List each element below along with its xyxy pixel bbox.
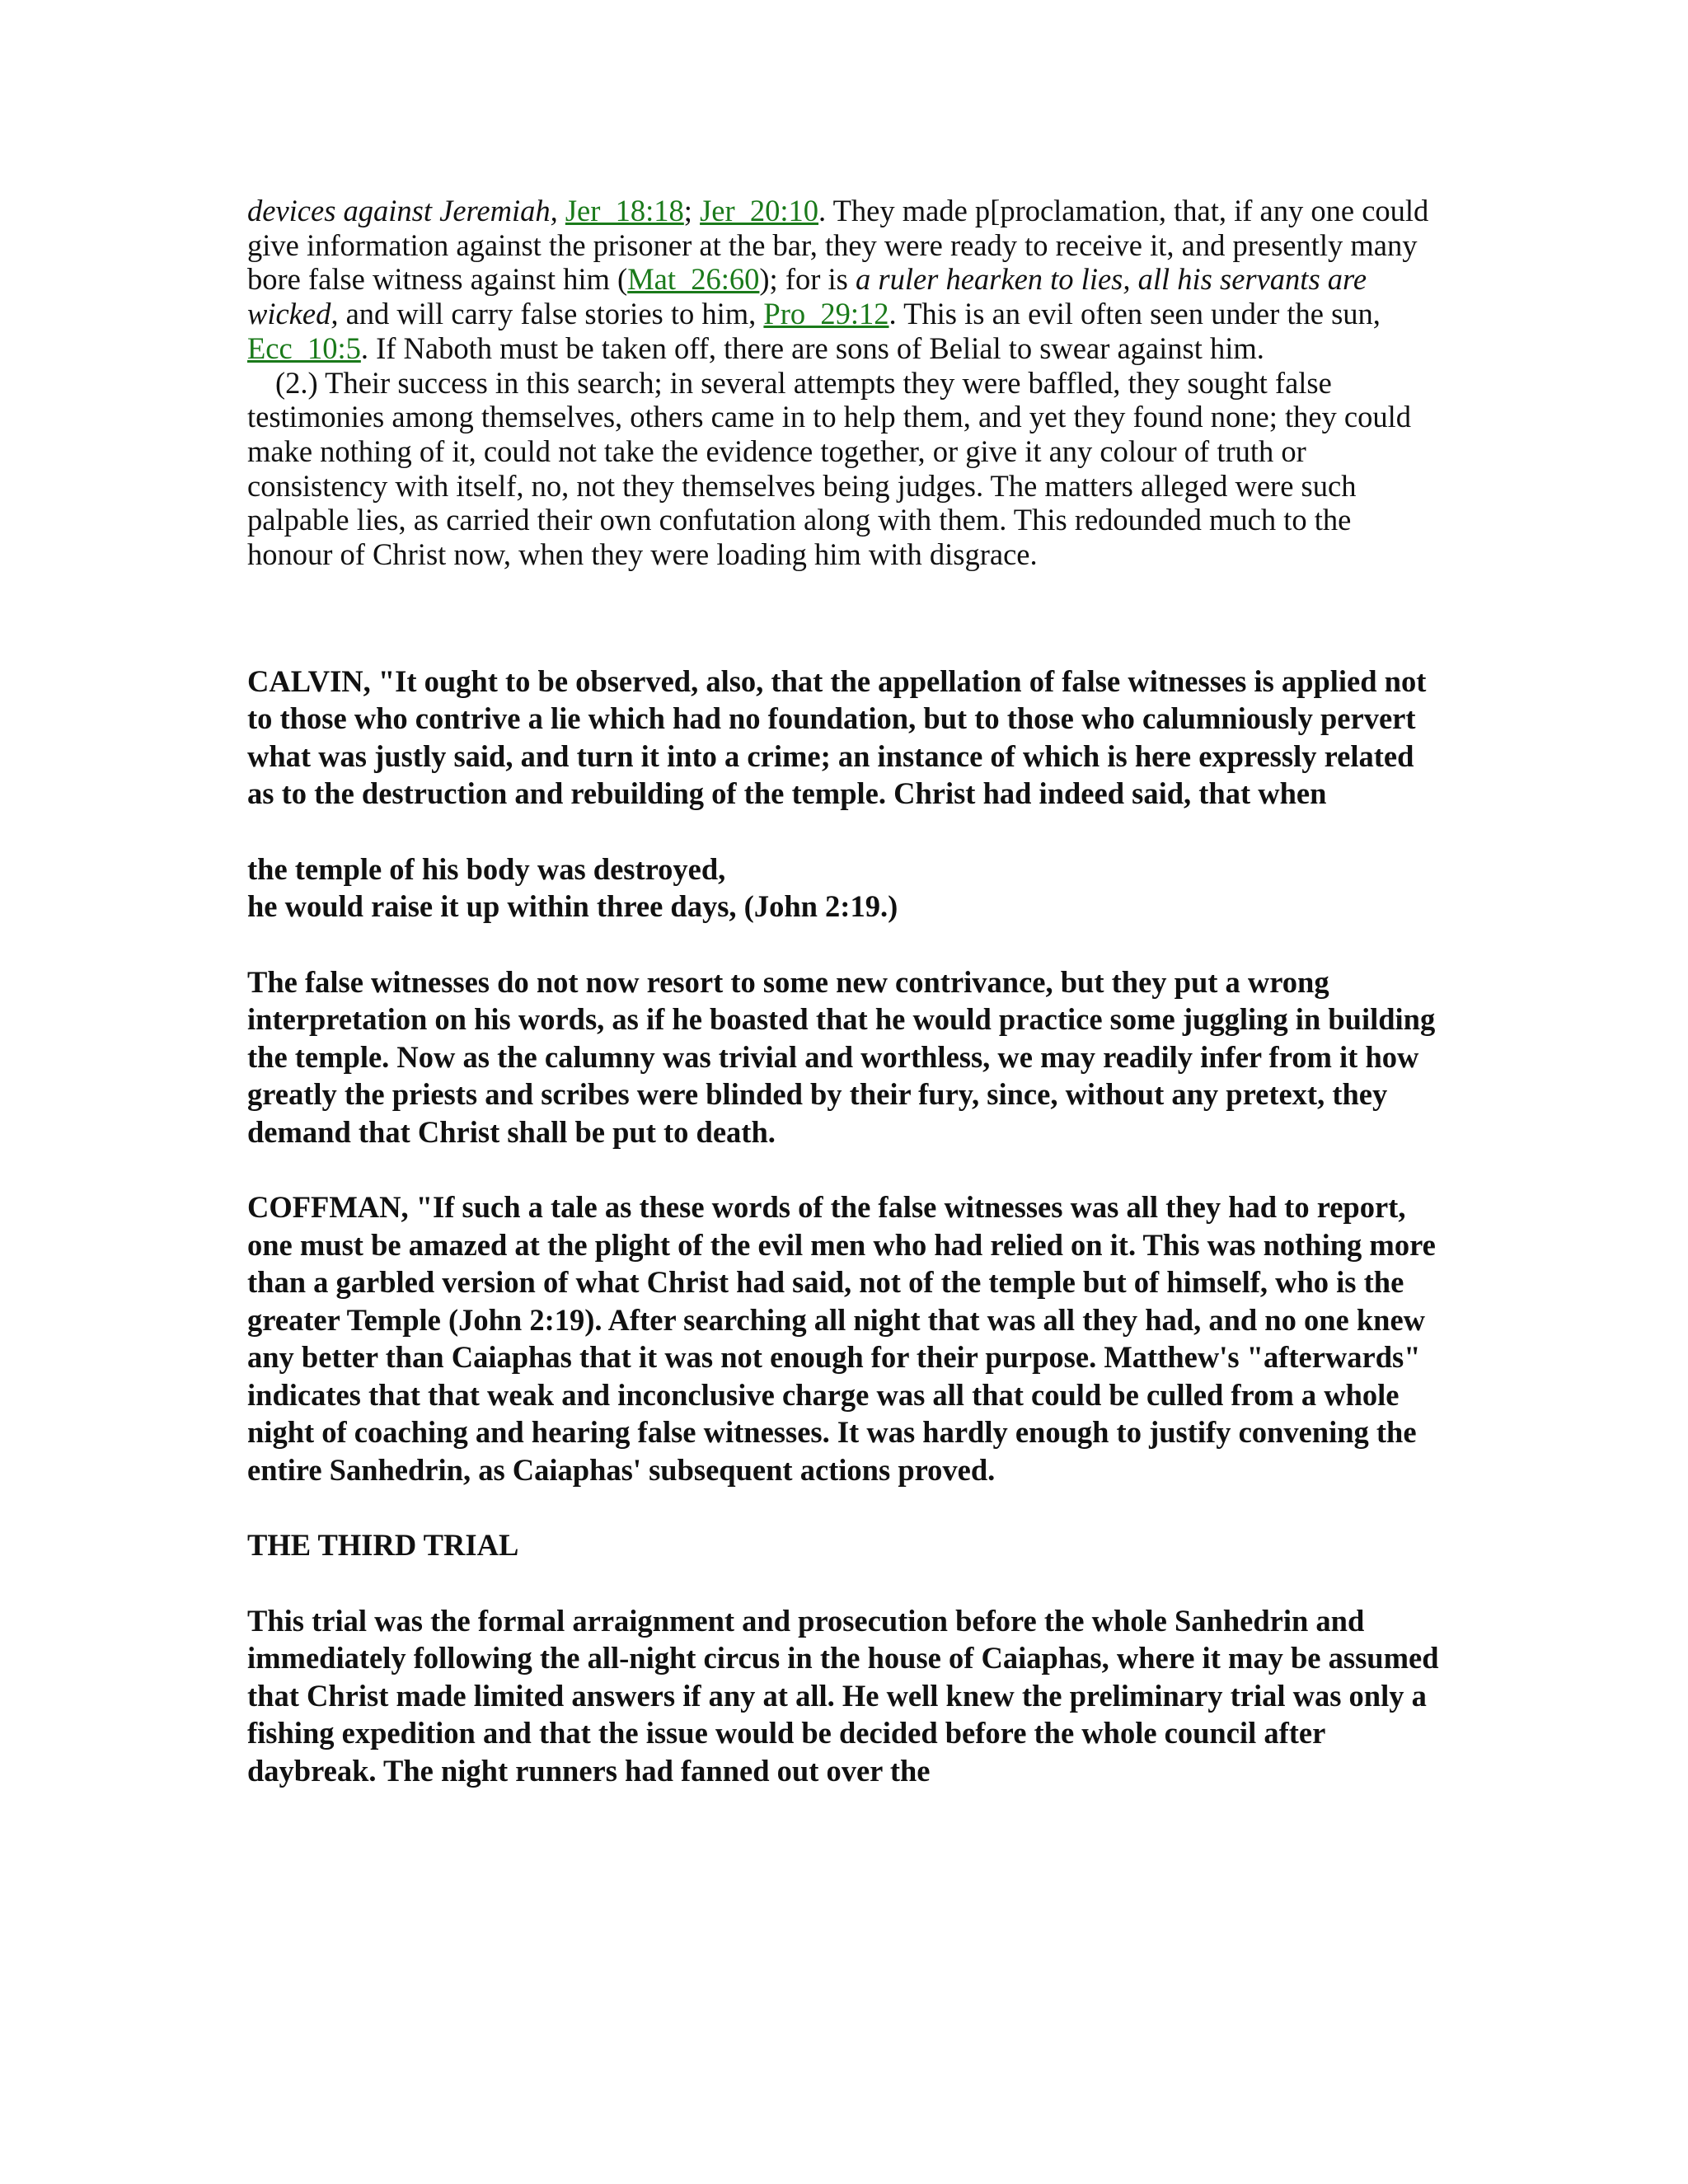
calvin-quote-line-1: the temple of his body was destroyed,	[247, 851, 726, 886]
text-segment: . This is an evil often seen under the sun,	[889, 297, 1381, 331]
scripture-link-jer-20-10[interactable]: Jer_20:10	[700, 194, 819, 227]
third-trial-paragraph: This trial was the formal arraignment and prosecution before the whole Sanhedrin and immediately following the all-night circus in the house of Caiaphas, where it may be assumed that Christ made limited answers if any at all. He well knew the preliminary trial was only a fishing expedition and that the issue would be decided before the whole council after daybreak. The night runners had fanned out over the	[247, 1603, 1439, 1788]
text-segment: . If Naboth must be taken off, there are sons of Belial to swear against him.	[360, 330, 1264, 365]
section-heading-third-trial: THE THIRD TRIAL	[247, 1528, 519, 1563]
spacer	[247, 572, 1442, 663]
henry-paragraph-1	[247, 194, 1442, 366]
text-segment: ;	[683, 194, 701, 227]
spacer	[247, 1564, 1442, 1602]
scripture-link-ecc-10-5[interactable]: Ecc_10:5	[247, 330, 361, 365]
text-segment: and will carry false stories to him,	[338, 297, 764, 331]
scripture-link-pro-29-12[interactable]: Pro_29:12	[763, 297, 889, 331]
text-segment	[558, 194, 565, 227]
spacer	[247, 813, 1442, 851]
document-page	[247, 194, 1442, 1789]
spacer	[247, 1151, 1442, 1188]
scripture-link-mat-26-60[interactable]: Mat_26:60	[627, 262, 760, 297]
text-segment: a ruler hearken to lies, all his servants are wicked,	[247, 262, 1367, 331]
text-segment: ); for is	[759, 262, 856, 297]
calvin-quote-line-2: he would raise it up within three days, (John 2:19.)	[247, 889, 898, 924]
text-segment: devices against Jeremiah,	[247, 194, 558, 227]
coffman-paragraph: COFFMAN, "If such a tale as these words of the false witnesses was all they had to report, one must be amazed at the plight of the evil men who had relied on it. This was nothing more than a garbled version of what Christ had said, not of the temple but of himself, who is the greater Temple (John 2:19). After searching all night that was all they had, and no one knew any better than Caiaphas that it was not enough for their purpose. Matthew's "afterwards" indicates that that weak and inconclusive charge was all that could be culled from a whole night of coaching and hearing false witnesses. It was hardly enough to justify convening the entire Sanhedrin, as Caiaphas' subsequent actions proved.	[247, 1190, 1436, 1487]
text-segment: . They made p[proclamation, that, if any one could give information against the prisoner at the bar, they were ready to receive it, and presently many bore false witness against him (	[247, 194, 1429, 297]
henry-paragraph-2: (2.) Their success in this search; in several attempts they were baffled, they sought false testimonies among themselves, others came in to help them, and yet they found none; they could make nothing of it, could not take the evidence together, or give it any colour of truth or consistency with itself, no, not they themselves being judges. The matters alleged were such palpable lies, as carried their own confutation along with them. This redounded much to the honour of Christ now, when they were loading him with disgrace.	[247, 365, 1412, 572]
scripture-link-jer-18-18[interactable]: Jer_18:18	[565, 194, 684, 227]
calvin-paragraph-2: The false witnesses do not now resort to some new contrivance, but they put a wrong interpretation on his words, as if he boasted that he would practice some juggling in building the temple. Now as the calumny was trivial and worthless, we may readily infer from it how greatly the priests and scribes were blinded by their fury, since, without any pretext, they demand that Christ shall be put to death.	[247, 964, 1436, 1149]
spacer	[247, 1488, 1442, 1526]
spacer	[247, 926, 1442, 963]
calvin-paragraph-1: CALVIN, "It ought to be observed, also, that the appellation of false witnesses is applied not to those who contrive a lie which had no foundation, but to those who calumniously pervert what was justly said, and turn it into a crime; an instance of which is here expressly related as to the destruction and rebuilding of the temple. Christ had indeed said, that when	[247, 663, 1427, 811]
